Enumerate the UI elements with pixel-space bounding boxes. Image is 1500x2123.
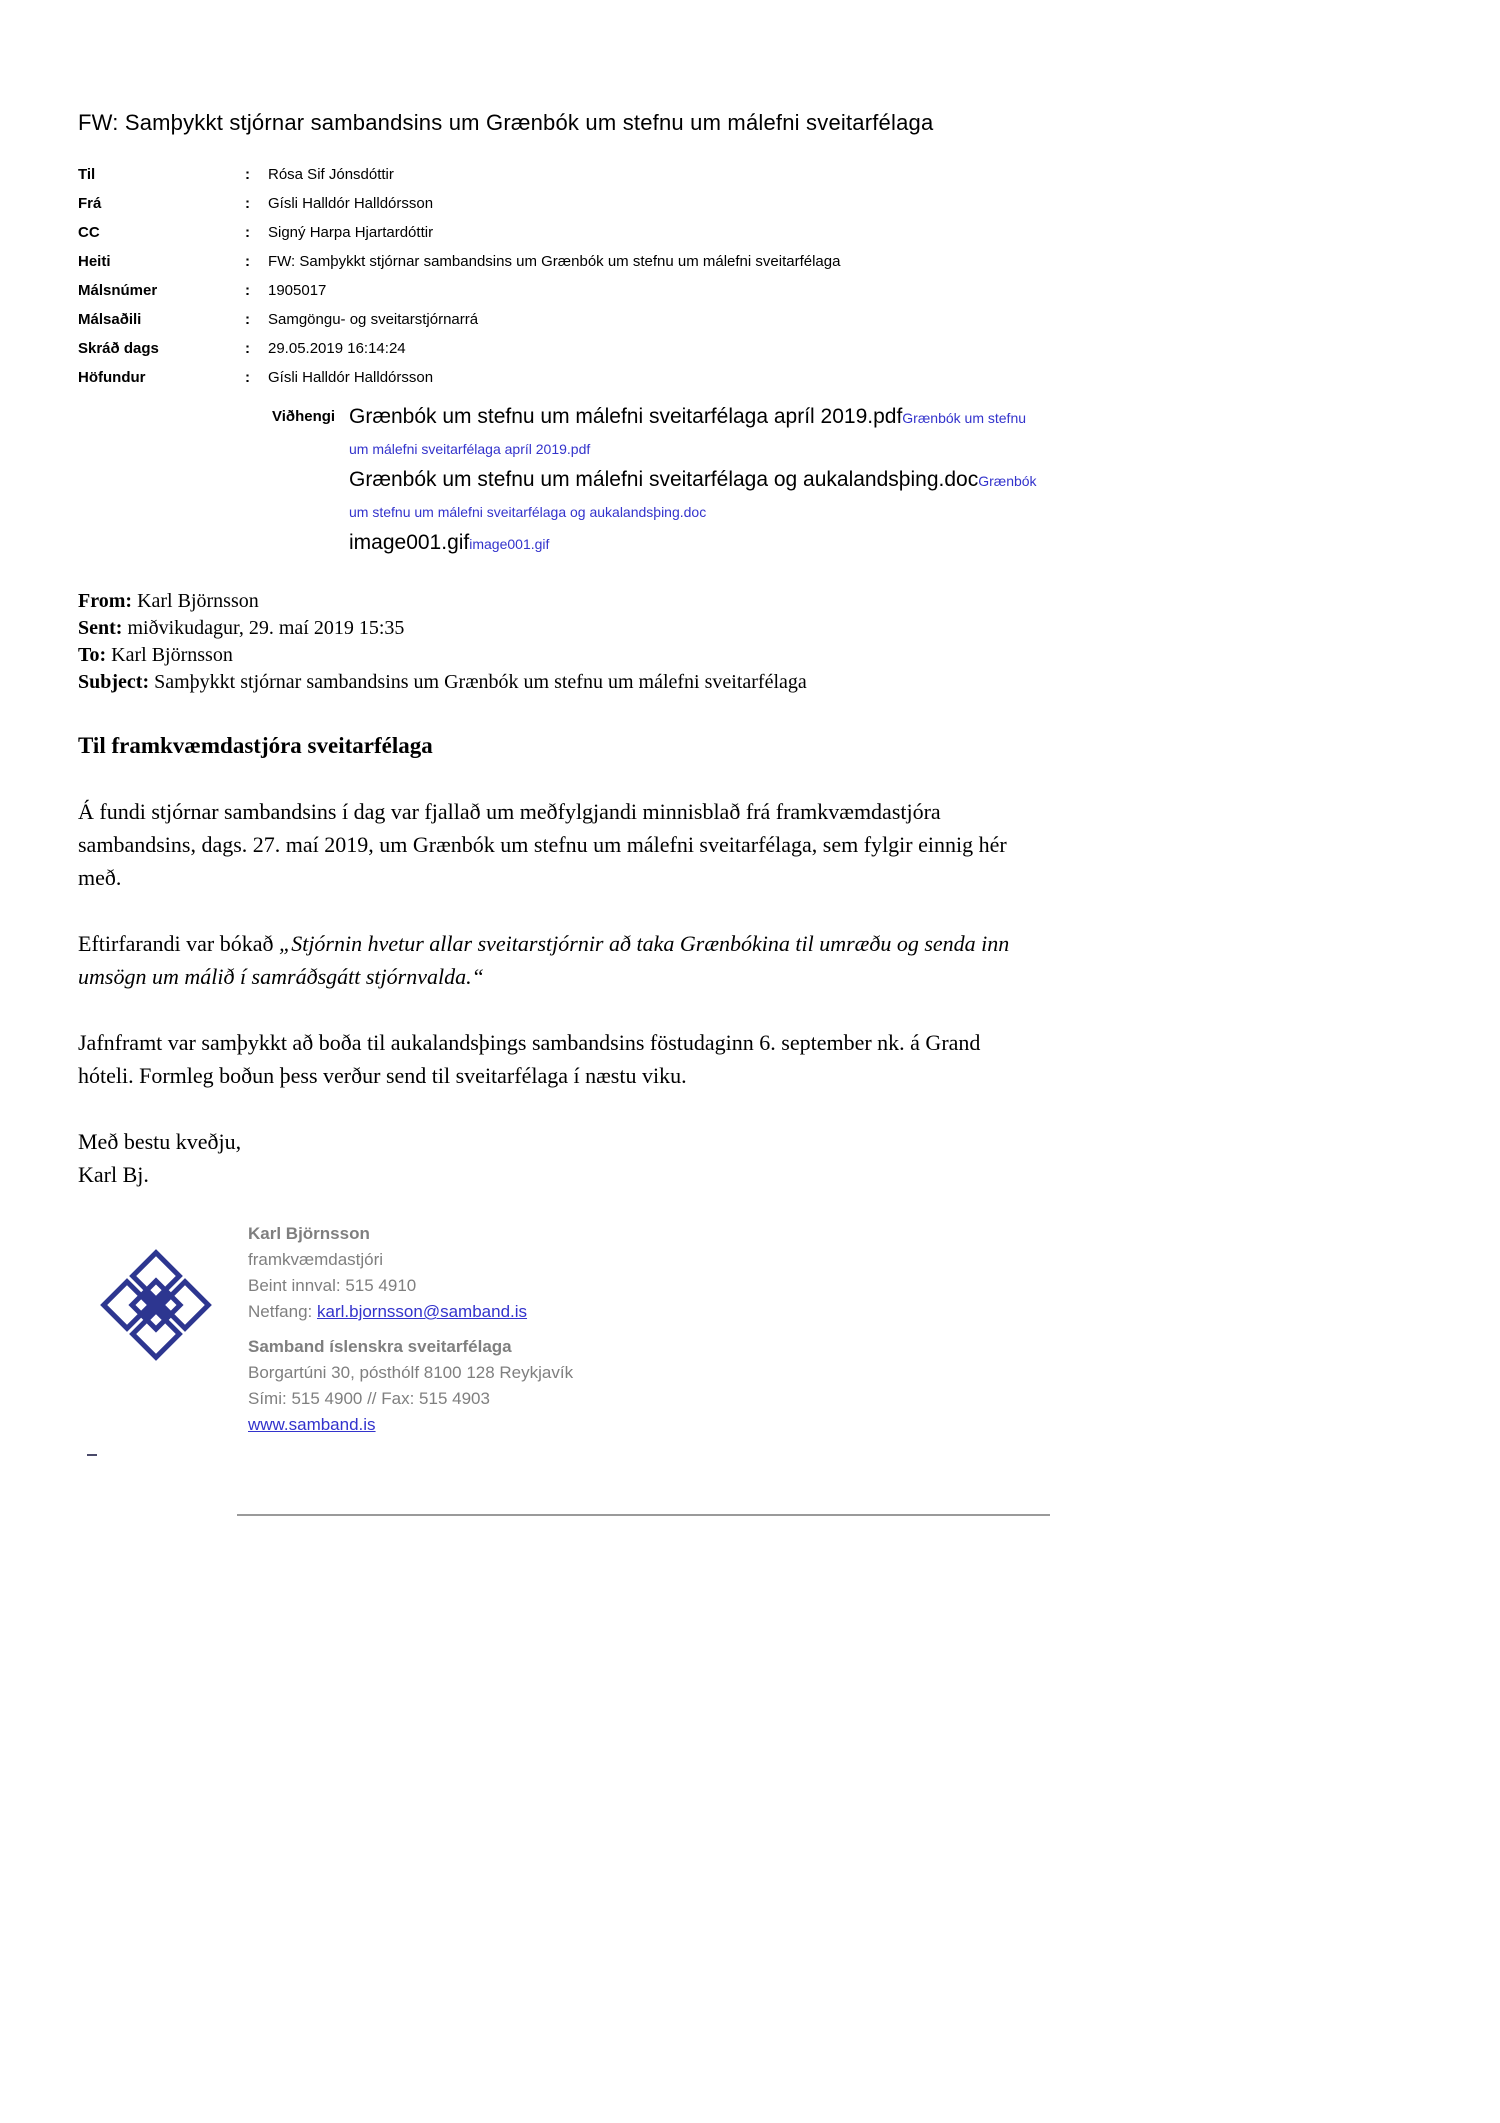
body-paragraph-1: Á fundi stjórnar sambandsins í dag var fjallað um meðfylgjandi minnisblað frá framkvæmdastjóra sambandsins, dags. 27. maí 2019, um Grænbók um stefnu um málefni sveitarfélaga, sem fylgir einnig hér með. [78, 799, 1007, 890]
signature-email-link[interactable]: karl.bjornsson@samband.is [317, 1302, 528, 1321]
metadata-value-heiti: FW: Samþykkt stjórnar sambandsins um Grænbók um stefnu um málefni sveitarfélaga [268, 253, 841, 270]
metadata-label-hofundur: Höfundur [78, 369, 146, 386]
email-header-sent-label: Sent: [78, 617, 123, 639]
closing-line-2: Karl Bj. [78, 1162, 149, 1187]
email-header-to-value: Karl Björnsson [111, 644, 233, 666]
metadata-colon: : [245, 369, 250, 386]
signature-phones: Sími: 515 4900 // Fax: 515 4903 [248, 1389, 490, 1408]
metadata-value-malsnumer: 1905017 [268, 282, 327, 299]
email-header-subject [78, 669, 1440, 696]
email-header-to [78, 642, 1440, 669]
metadata-colon: : [245, 195, 250, 212]
metadata-row [78, 363, 1440, 392]
metadata-colon: : [245, 224, 250, 241]
metadata-row [78, 160, 1440, 189]
attachment-title: Grænbók um stefnu um málefni sveitarfélaga og aukalandsþing.doc [349, 468, 979, 491]
metadata-label-cc: CC [78, 224, 100, 241]
metadata-value-cc: Signý Harpa Hjartardóttir [268, 224, 434, 241]
attachments-label: Viðhengi [272, 408, 336, 425]
metadata-colon: : [245, 340, 250, 357]
metadata-row [78, 334, 1440, 363]
metadata-row [78, 276, 1440, 305]
signature-text [248, 1221, 573, 1438]
body-paragraph-2-quote: „Stjórnin hvetur allar sveitarstjórnir að taka Grænbókina til umræðu og senda inn umsögn um málið í samráðsgátt stjórnvalda.“ [78, 931, 1010, 989]
metadata-colon: : [245, 282, 250, 299]
signature-role: framkvæmdastjóri [248, 1250, 384, 1269]
metadata-value-til: Rósa Sif Jónsdóttir [268, 166, 394, 183]
metadata-label-malsadili: Málsaðili [78, 311, 142, 328]
attachments-list [349, 402, 1041, 560]
metadata-label-til: Til [78, 166, 96, 183]
email-header-sent [78, 615, 1440, 642]
signature-phone: Beint innval: 515 4910 [248, 1276, 417, 1295]
body-paragraph-3: Jafnframt var samþykkt að boða til aukalandsþings sambandsins föstudaginn 6. september nk. á Grand hóteli. Formleg boðun þess verður send til sveitarfélaga í næstu viku. [78, 1030, 981, 1088]
attachment-link[interactable]: Grænbók um stefnu um málefni sveitarfélaga apríl 2019.pdf [349, 410, 1027, 457]
email-header-subject-label: Subject: [78, 671, 150, 693]
metadata-colon: : [245, 253, 250, 270]
metadata-value-malsadili: Samgöngu- og sveitarstjórnarrá [268, 311, 479, 328]
signature-block [78, 1221, 1440, 1438]
closing [78, 1125, 1018, 1191]
signature-org-name: Samband íslenskra sveitarfélaga [248, 1337, 512, 1356]
email-header-from-value: Karl Björnsson [137, 590, 259, 612]
signature-address: Borgartúni 30, pósthólf 8100 128 Reykjavík [248, 1363, 574, 1382]
bottom-divider [237, 1514, 1050, 1516]
attachment-title: Grænbók um stefnu um málefni sveitarfélaga apríl 2019.pdf [349, 405, 903, 428]
signature-email-row [248, 1299, 573, 1325]
samband-logo [78, 1221, 248, 1438]
metadata-label-fra: Frá [78, 195, 102, 212]
metadata-colon: : [245, 311, 250, 328]
metadata-row [78, 305, 1440, 334]
metadata-colon: : [245, 166, 250, 183]
attachment-item [349, 528, 1041, 560]
email-header-from-label: From: [78, 590, 133, 612]
signature-website-row [248, 1412, 573, 1438]
email-header [78, 588, 1440, 696]
metadata-label-heiti: Heiti [78, 253, 111, 270]
metadata-label-malsnumer: Málsnúmer [78, 282, 158, 299]
signature-gap [248, 1325, 573, 1334]
email-header-subject-value: Samþykkt stjórnar sambandsins um Grænbók um stefnu um málefni sveitarfélaga [154, 671, 807, 693]
metadata-value-hofundur: Gísli Halldór Halldórsson [268, 369, 434, 386]
signature-name: Karl Björnsson [248, 1224, 370, 1243]
page-title: FW: Samþykkt stjórnar sambandsins um Grænbók um stefnu um málefni sveitarfélaga [78, 110, 934, 135]
email-body [78, 729, 1018, 1191]
metadata-table [78, 160, 1440, 392]
signature-email-label: Netfang: [248, 1302, 317, 1321]
stray-mark [87, 1454, 97, 1456]
attachment-link[interactable]: image001.gif [469, 536, 550, 552]
attachment-title: image001.gif [349, 531, 470, 554]
email-header-to-label: To: [78, 644, 107, 666]
attachment-item [349, 465, 1041, 528]
metadata-label-skrad-dags: Skráð dags [78, 340, 159, 357]
attachment-link[interactable]: Grænbók um stefnu um málefni sveitarfélaga og aukalandsþing.doc [349, 473, 1037, 520]
body-paragraph-2-prefix: Eftirfarandi var bókað [78, 931, 279, 956]
metadata-value-fra: Gísli Halldór Halldórsson [268, 195, 434, 212]
signature-website-link[interactable]: www.samband.is [248, 1415, 376, 1434]
metadata-row [78, 218, 1440, 247]
body-paragraph-2 [78, 927, 1018, 993]
attachment-item [349, 402, 1041, 465]
email-header-from [78, 588, 1440, 615]
body-heading: Til framkvæmdastjóra sveitarfélaga [78, 733, 433, 758]
attachments-section [78, 402, 1440, 560]
samband-logo-icon [100, 1249, 212, 1361]
metadata-value-skrad-dags: 29.05.2019 16:14:24 [268, 340, 406, 357]
closing-line-1: Með bestu kveðju, [78, 1129, 242, 1154]
metadata-row [78, 247, 1440, 276]
email-header-sent-value: miðvikudagur, 29. maí 2019 15:35 [127, 617, 405, 639]
metadata-row [78, 189, 1440, 218]
